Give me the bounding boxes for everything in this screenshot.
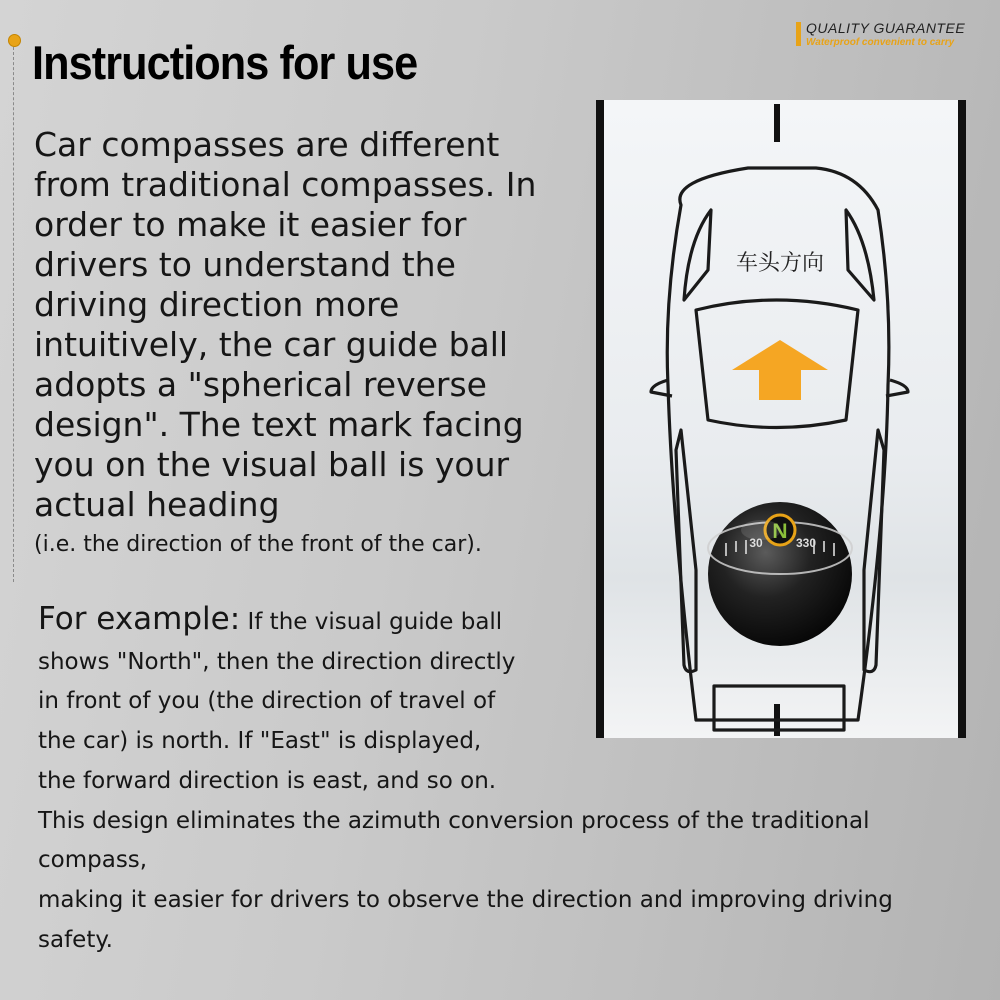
compass-left-degree: 30 xyxy=(749,536,763,550)
example-line: This design eliminates the azimuth conversion process of the traditional xyxy=(38,807,870,834)
example-line: compass, xyxy=(38,847,148,874)
intro-note: (i.e. the direction of the front of the car). xyxy=(34,532,482,557)
car-illustration xyxy=(596,100,966,738)
left-divider xyxy=(13,42,14,582)
quality-tagline: Waterproof convenient to carry xyxy=(806,37,955,48)
quality-bar-icon xyxy=(796,22,801,46)
example-line: shows "North", then the direction directly xyxy=(38,648,516,675)
compass-north-letter: N xyxy=(772,520,788,543)
page-title: Instructions for use xyxy=(32,36,418,89)
example-line: safety. xyxy=(38,926,113,953)
road-edge-left xyxy=(596,100,604,738)
compass-right-degree: 330 xyxy=(795,536,817,550)
car-direction-label: 车头方向 xyxy=(735,251,825,276)
example-line: making it easier for drivers to observe the direction and improving driving xyxy=(38,886,893,913)
intro-paragraph: Car compasses are different from traditional compasses. In order to make it easier for drivers to understand the driving direction more intuitively, the car guide ball adopts a "spherical reverse design". The text mark facing you on the visual ball is your actual heading xyxy=(34,125,537,524)
example-line: the forward direction is east, and so on. xyxy=(38,767,497,794)
marker-dot-icon xyxy=(8,34,21,47)
example-line-text: If the visual guide ball xyxy=(240,609,503,635)
example-lead: For example: xyxy=(38,601,241,637)
compass-ball xyxy=(708,502,852,646)
quality-label: QUALITY GUARANTEE xyxy=(806,20,966,36)
compass-highlight xyxy=(741,520,781,540)
example-line: the car) is north. If "East" is displayed, xyxy=(38,728,482,755)
road-edge-right xyxy=(958,100,966,738)
example-line: in front of you (the direction of travel of xyxy=(38,688,496,715)
